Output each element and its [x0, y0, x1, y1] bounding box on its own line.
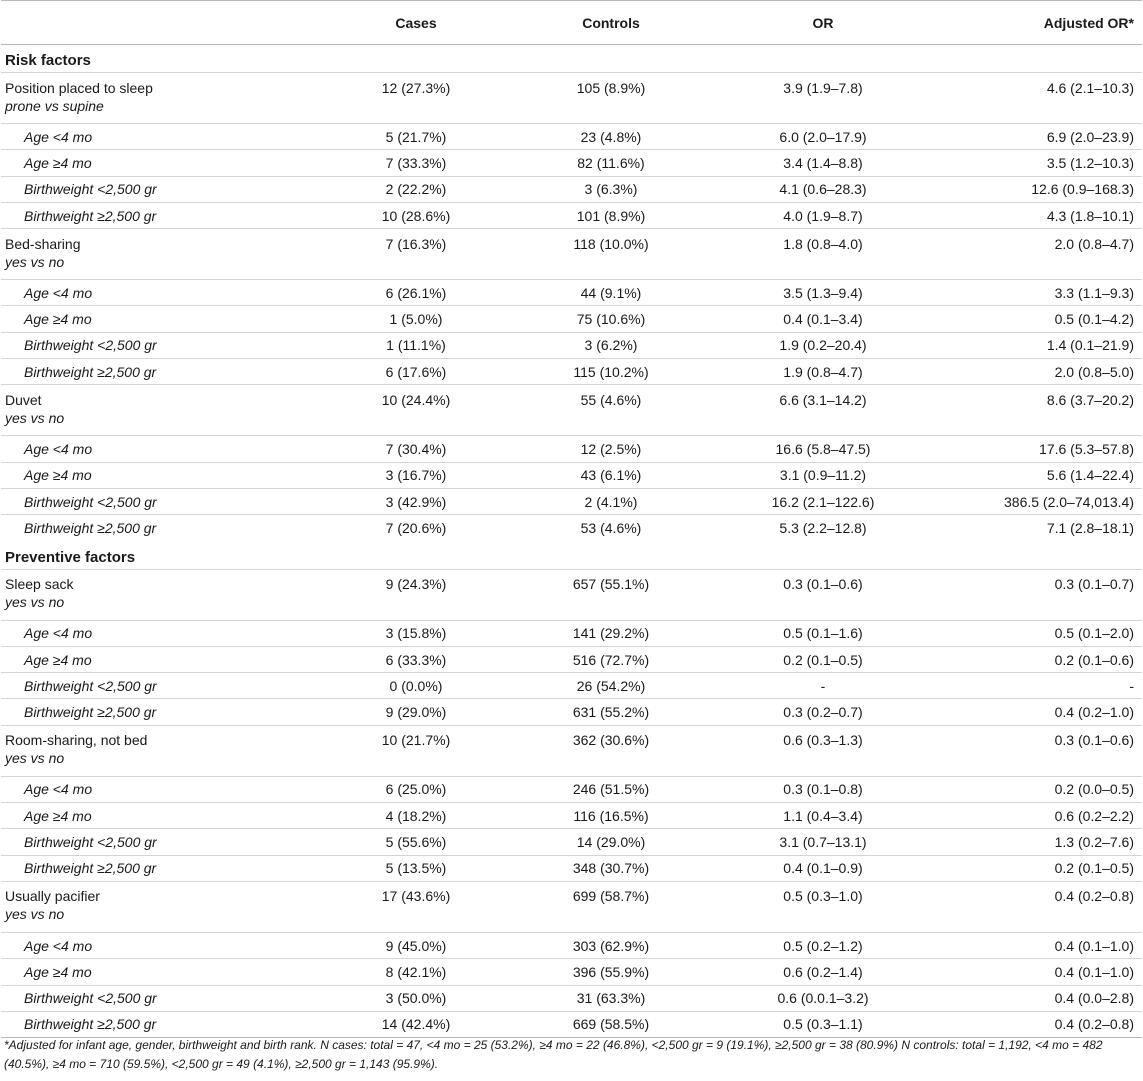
subgroup-or: 0.3 (0.1–0.8)	[725, 776, 921, 802]
subgroup-or: 4.1 (0.6–28.3)	[725, 176, 921, 202]
subgroup-row	[1, 150, 1142, 176]
subgroup-row	[1, 829, 1142, 855]
section-title: Risk factors	[5, 52, 91, 69]
subgroup-label: Age ≥4 mo	[1, 306, 331, 332]
factor-comparison: prone vs supine	[5, 97, 104, 114]
subgroup-label: Birthweight <2,500 gr	[1, 488, 331, 514]
subgroup-or: 16.6 (5.8–47.5)	[725, 436, 921, 462]
subgroup-label: Age <4 mo	[1, 280, 331, 306]
subgroup-cases: 10 (28.6%)	[331, 202, 497, 228]
factor-name: Position placed to sleep	[1, 73, 331, 98]
subgroup-row	[1, 124, 1142, 150]
subgroup-adjusted-or: 6.9 (2.0–23.9)	[921, 124, 1142, 150]
comparison-row	[1, 750, 1142, 776]
factor-comparison: yes vs no	[5, 906, 65, 923]
subgroup-controls: 75 (10.6%)	[497, 306, 725, 332]
section-header-row	[1, 45, 1142, 73]
subgroup-cases: 1 (11.1%)	[331, 332, 497, 358]
factor-controls: 55 (4.6%)	[497, 385, 725, 410]
results-table	[1, 0, 1142, 1038]
subgroup-label: Birthweight ≥2,500 gr	[1, 1011, 331, 1037]
subgroup-controls: 116 (16.5%)	[497, 803, 725, 829]
factor-or: 0.3 (0.1–0.6)	[725, 569, 921, 594]
subgroup-row	[1, 515, 1142, 541]
header-label	[1, 1, 331, 45]
subgroup-adjusted-or: -	[921, 673, 1142, 699]
subgroup-adjusted-or: 7.1 (2.8–18.1)	[921, 515, 1142, 541]
subgroup-label: Age ≥4 mo	[1, 803, 331, 829]
subgroup-cases: 5 (13.5%)	[331, 855, 497, 881]
factor-controls: 105 (8.9%)	[497, 73, 725, 98]
subgroup-row	[1, 673, 1142, 699]
subgroup-or: 16.2 (2.1–122.6)	[725, 488, 921, 514]
subgroup-or: 0.6 (0.2–1.4)	[725, 959, 921, 985]
subgroup-or: 0.5 (0.3–1.1)	[725, 1011, 921, 1037]
subgroup-cases: 4 (18.2%)	[331, 803, 497, 829]
subgroup-label: Birthweight <2,500 gr	[1, 673, 331, 699]
subgroup-adjusted-or: 0.6 (0.2–2.2)	[921, 803, 1142, 829]
factor-comparison: yes vs no	[5, 750, 65, 767]
comparison-row	[1, 594, 1142, 620]
subgroup-controls: 26 (54.2%)	[497, 673, 725, 699]
subgroup-adjusted-or: 5.6 (1.4–22.4)	[921, 462, 1142, 488]
subgroup-row	[1, 436, 1142, 462]
subgroup-adjusted-or: 0.4 (0.1–1.0)	[921, 932, 1142, 958]
subgroup-controls: 2 (4.1%)	[497, 488, 725, 514]
subgroup-cases: 6 (25.0%)	[331, 776, 497, 802]
subgroup-adjusted-or: 0.4 (0.2–0.8)	[921, 1011, 1142, 1037]
subgroup-controls: 44 (9.1%)	[497, 280, 725, 306]
subgroup-row	[1, 1011, 1142, 1037]
factor-name: Sleep sack	[1, 569, 331, 594]
subgroup-or: -	[725, 673, 921, 699]
factor-or: 0.5 (0.3–1.0)	[725, 881, 921, 906]
factor-or: 3.9 (1.9–7.8)	[725, 73, 921, 98]
factor-comparison: yes vs no	[5, 594, 65, 611]
header-adjusted-or: Adjusted OR*	[921, 1, 1142, 45]
subgroup-or: 0.6 (0.0.1–3.2)	[725, 985, 921, 1011]
factor-name: Room-sharing, not bed	[1, 725, 331, 750]
subgroup-adjusted-or: 0.2 (0.0–0.5)	[921, 776, 1142, 802]
factor-controls: 362 (30.6%)	[497, 725, 725, 750]
subgroup-cases: 3 (42.9%)	[331, 488, 497, 514]
subgroup-controls: 396 (55.9%)	[497, 959, 725, 985]
subgroup-label: Birthweight <2,500 gr	[1, 176, 331, 202]
header-or: OR	[725, 1, 921, 45]
subgroup-controls: 31 (63.3%)	[497, 985, 725, 1011]
subgroup-label: Birthweight <2,500 gr	[1, 829, 331, 855]
factor-adjusted-or: 0.3 (0.1–0.6)	[921, 725, 1142, 750]
factor-or: 6.6 (3.1–14.2)	[725, 385, 921, 410]
subgroup-or: 0.4 (0.1–3.4)	[725, 306, 921, 332]
header-row	[1, 1, 1142, 45]
subgroup-label: Age <4 mo	[1, 776, 331, 802]
factor-controls: 699 (58.7%)	[497, 881, 725, 906]
factor-row	[1, 385, 1142, 410]
subgroup-label: Age <4 mo	[1, 932, 331, 958]
subgroup-controls: 246 (51.5%)	[497, 776, 725, 802]
subgroup-or: 5.3 (2.2–12.8)	[725, 515, 921, 541]
subgroup-row	[1, 959, 1142, 985]
subgroup-adjusted-or: 386.5 (2.0–74,013.4)	[921, 488, 1142, 514]
factor-adjusted-or: 0.3 (0.1–0.7)	[921, 569, 1142, 594]
subgroup-label: Birthweight <2,500 gr	[1, 332, 331, 358]
subgroup-controls: 303 (62.9%)	[497, 932, 725, 958]
subgroup-controls: 3 (6.3%)	[497, 176, 725, 202]
factor-row	[1, 229, 1142, 254]
subgroup-cases: 14 (42.4%)	[331, 1011, 497, 1037]
subgroup-row	[1, 985, 1142, 1011]
subgroup-controls: 631 (55.2%)	[497, 699, 725, 725]
subgroup-or: 3.5 (1.3–9.4)	[725, 280, 921, 306]
subgroup-cases: 6 (17.6%)	[331, 359, 497, 385]
subgroup-row	[1, 462, 1142, 488]
factor-name: Usually pacifier	[1, 881, 331, 906]
factor-controls: 118 (10.0%)	[497, 229, 725, 254]
subgroup-controls: 14 (29.0%)	[497, 829, 725, 855]
section-header-row	[1, 541, 1142, 569]
subgroup-row	[1, 359, 1142, 385]
subgroup-cases: 7 (33.3%)	[331, 150, 497, 176]
subgroup-row	[1, 699, 1142, 725]
factor-cases: 10 (24.4%)	[331, 385, 497, 410]
subgroup-or: 4.0 (1.9–8.7)	[725, 202, 921, 228]
subgroup-or: 1.1 (0.4–3.4)	[725, 803, 921, 829]
factor-cases: 7 (16.3%)	[331, 229, 497, 254]
factor-comparison: yes vs no	[5, 253, 65, 270]
subgroup-adjusted-or: 1.3 (0.2–7.6)	[921, 829, 1142, 855]
subgroup-row	[1, 855, 1142, 881]
subgroup-controls: 3 (6.2%)	[497, 332, 725, 358]
factor-row	[1, 73, 1142, 98]
subgroup-cases: 5 (55.6%)	[331, 829, 497, 855]
subgroup-adjusted-or: 0.5 (0.1–2.0)	[921, 620, 1142, 646]
subgroup-row	[1, 620, 1142, 646]
factor-adjusted-or: 2.0 (0.8–4.7)	[921, 229, 1142, 254]
subgroup-row	[1, 306, 1142, 332]
header-cases: Cases	[331, 1, 497, 45]
subgroup-label: Age ≥4 mo	[1, 959, 331, 985]
subgroup-or: 6.0 (2.0–17.9)	[725, 124, 921, 150]
subgroup-label: Age <4 mo	[1, 620, 331, 646]
section-title: Preventive factors	[5, 548, 136, 566]
subgroup-cases: 5 (21.7%)	[331, 124, 497, 150]
subgroup-adjusted-or: 0.4 (0.0–2.8)	[921, 985, 1142, 1011]
subgroup-or: 1.9 (0.2–20.4)	[725, 332, 921, 358]
subgroup-cases: 3 (50.0%)	[331, 985, 497, 1011]
subgroup-adjusted-or: 1.4 (0.1–21.9)	[921, 332, 1142, 358]
subgroup-adjusted-or: 0.4 (0.1–1.0)	[921, 959, 1142, 985]
factor-name: Duvet	[1, 385, 331, 410]
subgroup-controls: 669 (58.5%)	[497, 1011, 725, 1037]
subgroup-row	[1, 932, 1142, 958]
subgroup-controls: 43 (6.1%)	[497, 462, 725, 488]
table-footnote: *Adjusted for infant age, gender, birthweight and birth rank. N cases: total = 47, <4 mo = 25 (53.2%), ≥4 mo = 22 (46.8%), <2,500 gr = 9 (19.1%), ≥2,500 gr = 38 (80.9%) N controls: total = 1,192, <4 mo = 482 (40.5%), ≥4 mo = 710 (59.5%), <2,500 gr = 49 (4.1%), ≥2,500 gr = 1,143 (95.9%).	[4, 1038, 1103, 1071]
factor-row	[1, 881, 1142, 906]
subgroup-cases: 7 (30.4%)	[331, 436, 497, 462]
subgroup-controls: 101 (8.9%)	[497, 202, 725, 228]
factor-adjusted-or: 4.6 (2.1–10.3)	[921, 73, 1142, 98]
subgroup-row	[1, 176, 1142, 202]
subgroup-or: 3.4 (1.4–8.8)	[725, 150, 921, 176]
subgroup-label: Birthweight ≥2,500 gr	[1, 855, 331, 881]
subgroup-cases: 9 (29.0%)	[331, 699, 497, 725]
subgroup-row	[1, 646, 1142, 672]
subgroup-adjusted-or: 0.4 (0.2–1.0)	[921, 699, 1142, 725]
subgroup-adjusted-or: 12.6 (0.9–168.3)	[921, 176, 1142, 202]
subgroup-or: 0.3 (0.2–0.7)	[725, 699, 921, 725]
comparison-row	[1, 98, 1142, 124]
subgroup-controls: 82 (11.6%)	[497, 150, 725, 176]
factor-cases: 10 (21.7%)	[331, 725, 497, 750]
subgroup-label: Birthweight ≥2,500 gr	[1, 359, 331, 385]
subgroup-row	[1, 202, 1142, 228]
factor-name: Bed-sharing	[1, 229, 331, 254]
subgroup-label: Birthweight ≥2,500 gr	[1, 202, 331, 228]
factor-comparison: yes vs no	[5, 409, 65, 426]
subgroup-label: Age ≥4 mo	[1, 462, 331, 488]
subgroup-cases: 3 (16.7%)	[331, 462, 497, 488]
subgroup-or: 0.4 (0.1–0.9)	[725, 855, 921, 881]
subgroup-or: 0.5 (0.1–1.6)	[725, 620, 921, 646]
subgroup-cases: 6 (33.3%)	[331, 646, 497, 672]
header-controls: Controls	[497, 1, 725, 45]
subgroup-or: 3.1 (0.7–13.1)	[725, 829, 921, 855]
subgroup-controls: 141 (29.2%)	[497, 620, 725, 646]
subgroup-label: Birthweight <2,500 gr	[1, 985, 331, 1011]
factor-cases: 17 (43.6%)	[331, 881, 497, 906]
subgroup-row	[1, 488, 1142, 514]
subgroup-label: Birthweight ≥2,500 gr	[1, 699, 331, 725]
factor-row	[1, 569, 1142, 594]
comparison-row	[1, 254, 1142, 280]
subgroup-adjusted-or: 0.2 (0.1–0.6)	[921, 646, 1142, 672]
subgroup-adjusted-or: 2.0 (0.8–5.0)	[921, 359, 1142, 385]
subgroup-controls: 53 (4.6%)	[497, 515, 725, 541]
subgroup-adjusted-or: 0.2 (0.1–0.5)	[921, 855, 1142, 881]
factor-adjusted-or: 0.4 (0.2–0.8)	[921, 881, 1142, 906]
subgroup-label: Age <4 mo	[1, 436, 331, 462]
subgroup-cases: 7 (20.6%)	[331, 515, 497, 541]
factor-cases: 9 (24.3%)	[331, 569, 497, 594]
subgroup-row	[1, 280, 1142, 306]
subgroup-controls: 115 (10.2%)	[497, 359, 725, 385]
subgroup-or: 0.2 (0.1–0.5)	[725, 646, 921, 672]
subgroup-label: Age <4 mo	[1, 124, 331, 150]
comparison-row	[1, 410, 1142, 436]
subgroup-cases: 8 (42.1%)	[331, 959, 497, 985]
subgroup-cases: 9 (45.0%)	[331, 932, 497, 958]
comparison-row	[1, 906, 1142, 932]
subgroup-or: 3.1 (0.9–11.2)	[725, 462, 921, 488]
factor-cases: 12 (27.3%)	[331, 73, 497, 98]
subgroup-cases: 2 (22.2%)	[331, 176, 497, 202]
factor-or: 1.8 (0.8–4.0)	[725, 229, 921, 254]
subgroup-adjusted-or: 4.3 (1.8–10.1)	[921, 202, 1142, 228]
subgroup-cases: 0 (0.0%)	[331, 673, 497, 699]
subgroup-cases: 1 (5.0%)	[331, 306, 497, 332]
subgroup-adjusted-or: 3.5 (1.2–10.3)	[921, 150, 1142, 176]
factor-adjusted-or: 8.6 (3.7–20.2)	[921, 385, 1142, 410]
subgroup-row	[1, 332, 1142, 358]
subgroup-controls: 23 (4.8%)	[497, 124, 725, 150]
subgroup-or: 1.9 (0.8–4.7)	[725, 359, 921, 385]
subgroup-adjusted-or: 3.3 (1.1–9.3)	[921, 280, 1142, 306]
subgroup-row	[1, 776, 1142, 802]
subgroup-label: Birthweight ≥2,500 gr	[1, 515, 331, 541]
subgroup-row	[1, 803, 1142, 829]
subgroup-or: 0.5 (0.2–1.2)	[725, 932, 921, 958]
subgroup-controls: 348 (30.7%)	[497, 855, 725, 881]
table-body	[1, 45, 1142, 1038]
factor-controls: 657 (55.1%)	[497, 569, 725, 594]
subgroup-cases: 6 (26.1%)	[331, 280, 497, 306]
factor-or: 0.6 (0.3–1.3)	[725, 725, 921, 750]
subgroup-label: Age ≥4 mo	[1, 646, 331, 672]
subgroup-label: Age ≥4 mo	[1, 150, 331, 176]
subgroup-controls: 12 (2.5%)	[497, 436, 725, 462]
subgroup-adjusted-or: 0.5 (0.1–4.2)	[921, 306, 1142, 332]
factor-row	[1, 725, 1142, 750]
subgroup-controls: 516 (72.7%)	[497, 646, 725, 672]
subgroup-adjusted-or: 17.6 (5.3–57.8)	[921, 436, 1142, 462]
subgroup-cases: 3 (15.8%)	[331, 620, 497, 646]
